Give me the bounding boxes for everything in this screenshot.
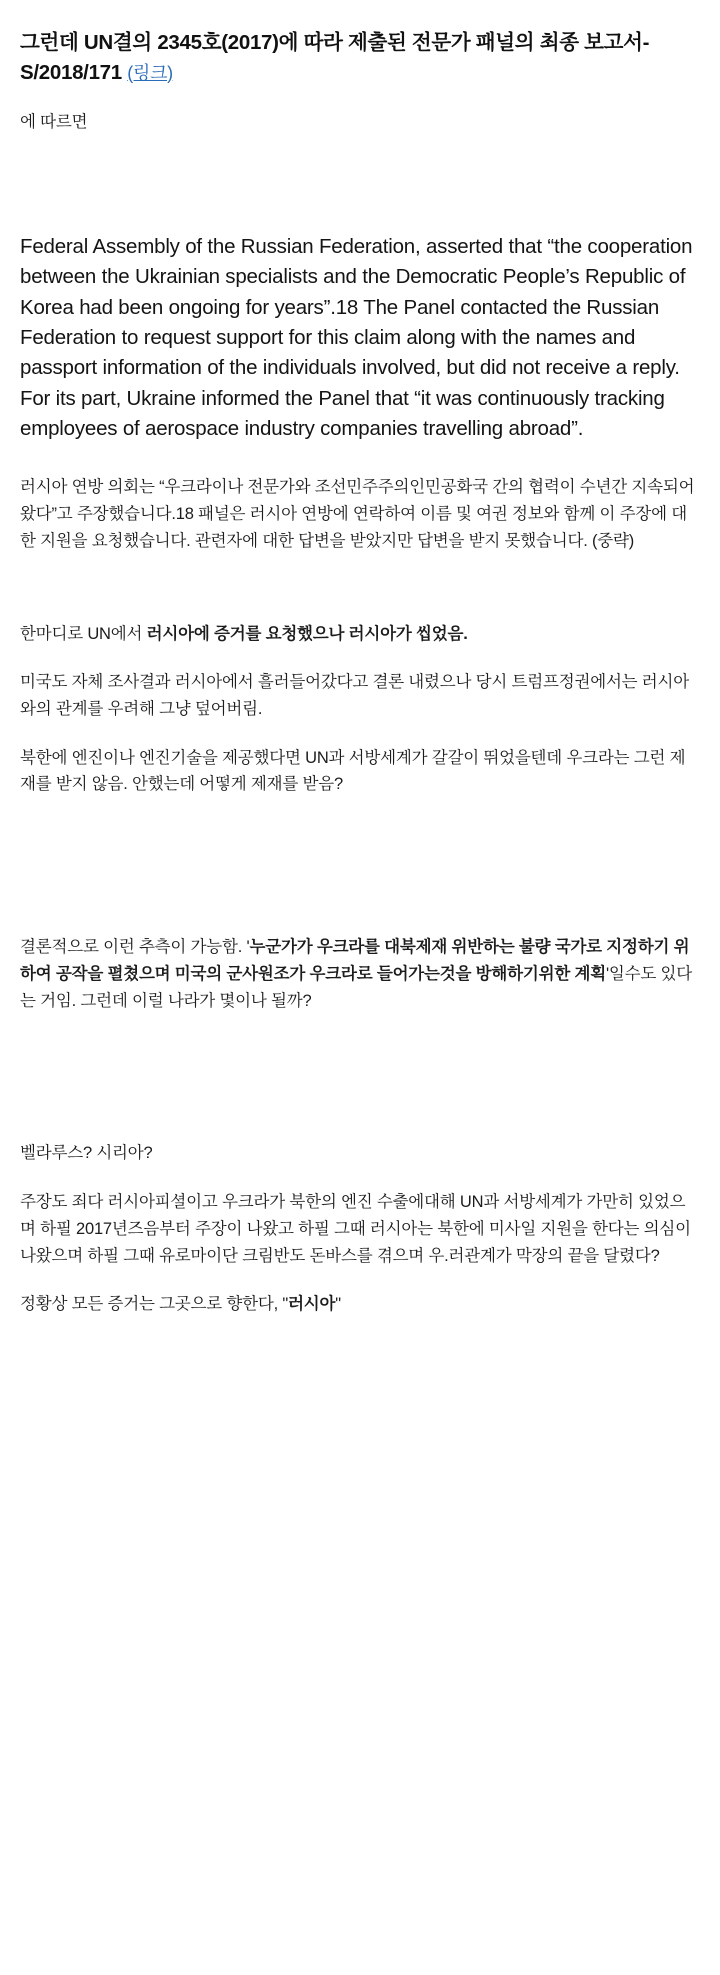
spacer [20, 1014, 700, 1110]
spacer [20, 87, 700, 109]
conclusion-prefix: 결론적으로 이런 추측이 가능함. ' [20, 938, 250, 957]
intro-text: 에 따르면 [20, 113, 88, 132]
final-prefix: 정황상 모든 증거는 그곳으로 향한다, " [20, 1295, 289, 1314]
page-title-text: 그런데 UN결의 2345호(2017)에 따라 제출된 전문가 패널의 최종 보고서-S/2018/171 [20, 31, 650, 84]
summary-line [20, 621, 700, 648]
summary-emphasis: 러시아에 증거를 요청했으나 러시아가 씹었음. [146, 624, 468, 643]
spacer [20, 1269, 700, 1291]
summary-prefix: 한마디로 UN에서 [20, 624, 147, 643]
paragraph-engine-tech: 북한에 엔진이나 엔진기술을 제공했다면 UN과 서방세계가 갈갈이 뛰었을텐데 우크라는 그런 제재를 받지 않음. 안했는데 어떻게 제재를 받음? [20, 748, 686, 794]
spacer [20, 798, 700, 894]
conclusion-emphasis: 누군가가 우크라를 대북제재 위반하는 불량 국가로 지정하기 위하여 공작을 펼쳤으며 미국의 군사원조가 우크라로 들어가는것을 방해하기위한 계획 [20, 938, 690, 983]
spacer [20, 894, 700, 934]
paragraph-conclusion [20, 934, 700, 1014]
conclusion-suffix: '일수도 있다는 거임. 그런데 이럴 나라가 몇이나 될까? [20, 964, 692, 1010]
spacer [20, 136, 700, 232]
spacer [20, 444, 700, 474]
spacer [20, 555, 700, 621]
final-emphasis: 러시아 [288, 1295, 336, 1314]
page-title [20, 28, 700, 87]
english-quote: Federal Assembly of the Russian Federation, asserted that “the cooperation between the Ukrainian specialists and the Democratic People’s Republic of Korea had been ongoing for years”.18 The Panel contacted the Russian Federation to request support for this claim along with the names and passport information of the individuals involved, but did not receive a reply. For its part, Ukraine informed the Panel that “it was continuously tracking employees of aerospace industry companies travelling abroad”. [20, 235, 693, 441]
paragraph-final [20, 1291, 700, 1318]
paragraph-us-investigation: 미국도 자체 조사결과 러시아에서 흘러들어갔다고 결론 내렸으나 당시 트럼프정권에서는 러시아와의 관계를 우려해 그냥 덮어버림. [20, 673, 690, 719]
paragraph-argument: 주장도 죄다 러시아피셜이고 우크라가 북한의 엔진 수출에대해 UN과 서방세계가 가만히 있었으며 하필 2017년즈음부터 주장이 나왔고 하필 그때 러시아는 북한에 미사일 지원을 한다는 의심이 나왔으며 하필 그때 유로마이단 크림반도 돈바스를 겪으며 우.러관계가 막장의 끝을 달렸다? [20, 1193, 691, 1265]
spacer [20, 723, 700, 745]
korean-translation: 러시아 연방 의회는 “우크라이나 전문가와 조선민주주의인민공화국 간의 협력이 수년간 지속되어 왔다”고 주장했습니다.18 패널은 러시아 연방에 연락하여 이름 및 여권 정보와 함께 이 주장에 대한 지원을 요청했습니다. 관련자에 대한 답변을 받았지만 답변을 받지 못했습니다. (중략) [20, 478, 695, 550]
spacer [20, 1110, 700, 1140]
spacer [20, 1167, 700, 1189]
paragraph-candidates: 벨라루스? 시리아? [20, 1144, 153, 1163]
source-link[interactable]: (링크) [127, 62, 173, 83]
final-suffix: " [335, 1295, 341, 1314]
spacer [20, 647, 700, 669]
